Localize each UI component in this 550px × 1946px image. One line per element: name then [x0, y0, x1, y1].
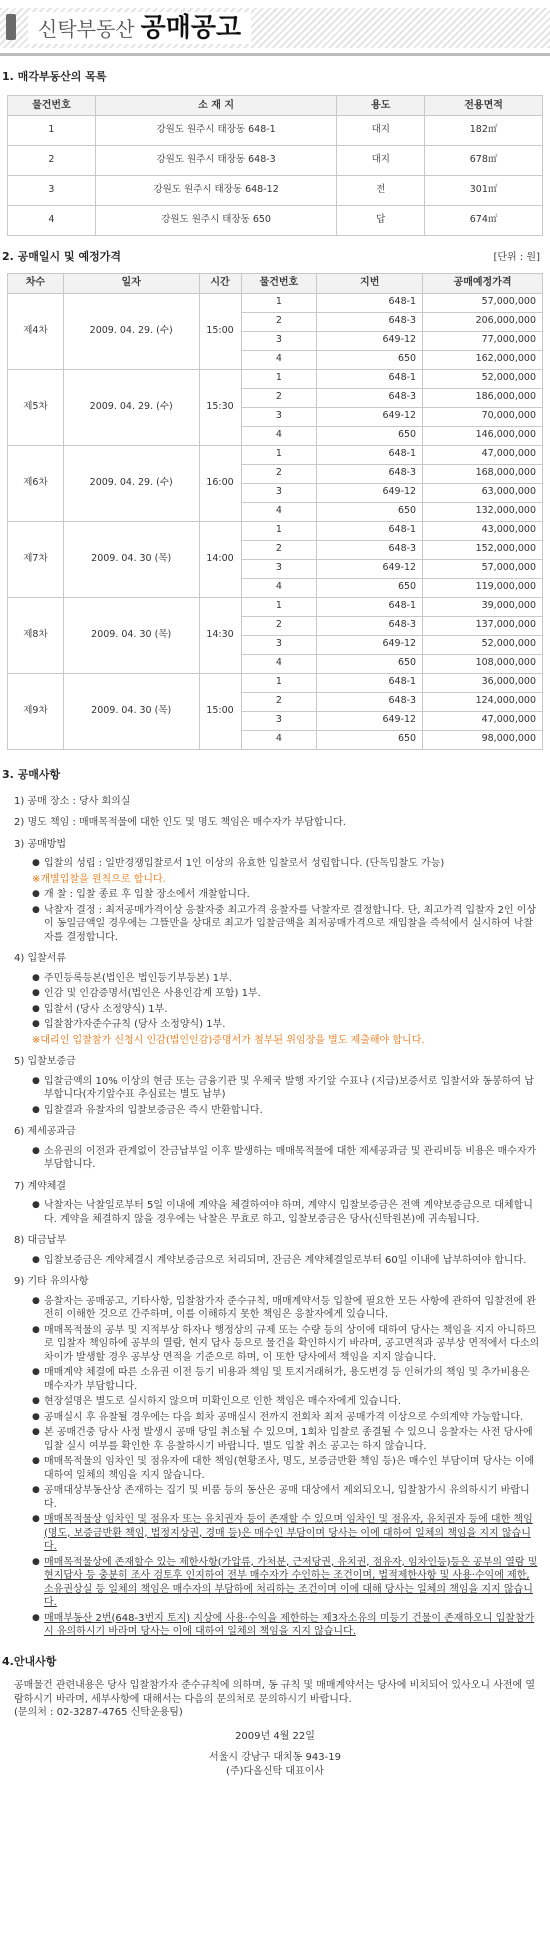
- guide-text: 공매물건 관련내용은 당사 입찰참가자 준수규칙에 의하며, 동 규칙 및 매매계약서는 당사에 비치되어 있사오니 사전에 열람하시기 바라며, 세부사항에 대해서는 다음의 문의처로 문의하시기 바랍니다.: [14, 1680, 536, 1705]
- lot-number-cell: 648-3: [317, 540, 423, 559]
- table-cell: 301㎡: [425, 175, 543, 205]
- page-title: 공매공고: [140, 13, 242, 43]
- price-cell: 77,000,000: [423, 331, 543, 350]
- venue-line: 1) 공매 장소 : 당사 회의실: [14, 795, 131, 807]
- lot-number-cell: 650: [317, 426, 423, 445]
- price-cell: 43,000,000: [423, 521, 543, 540]
- documents-item: ● 입찰참가자준수규칙 (당사 소정양식) 1부.: [32, 1019, 226, 1031]
- date-cell: 2009. 04. 30 (목): [63, 521, 199, 597]
- note-item: ● 매매계약 체결에 따른 소유권 이전 등기 비용과 책임 및 토지거래허가, 용도변경 등 인허가의 책임 및 추가비용은 매수자가 부담합니다.: [32, 1367, 530, 1392]
- lot-number-cell: 648-3: [317, 692, 423, 711]
- lot-number-cell: 648-1: [317, 445, 423, 464]
- lot-number-cell: 648-3: [317, 388, 423, 407]
- price-cell: 124,000,000: [423, 692, 543, 711]
- table-cell: 대지: [337, 115, 425, 145]
- lot-number-cell: 648-3: [317, 616, 423, 635]
- column-header: 지번: [317, 273, 423, 293]
- table-row: [8, 115, 543, 145]
- table-cell: 3: [8, 175, 96, 205]
- price-cell: 152,000,000: [423, 540, 543, 559]
- section-4-title: 4.안내사항: [2, 1654, 57, 1668]
- table-cell: 강원도 원주시 태장동 648-1: [95, 115, 337, 145]
- price-cell: 63,000,000: [423, 483, 543, 502]
- table-row: [8, 445, 543, 464]
- documents-note: ※대리인 입찰참가 신청시 인감(법인인감)증명서가 첨부된 위임장을 별도 제출해야 합니다.: [32, 1034, 425, 1046]
- table-cell: 4: [8, 205, 96, 235]
- notes-heading: 9) 기타 유의사항: [14, 1276, 89, 1288]
- round-cell: 제6차: [8, 445, 64, 521]
- price-cell: 206,000,000: [423, 312, 543, 331]
- lot-number-cell: 648-1: [317, 293, 423, 312]
- price-cell: 119,000,000: [423, 578, 543, 597]
- unit-label: [단위 : 원]: [493, 251, 540, 263]
- payment-heading: 8) 대금납부: [14, 1235, 67, 1247]
- method-item: ● 개 찰 : 입찰 종료 후 입찰 장소에서 개찰합니다.: [32, 889, 250, 901]
- note-item: ● 본 공매건중 당사 사정 발생시 공매 당일 취소될 수 있으며, 1회차 입찰로 종결될 수 있으니 응찰자는 사전 당사에 입찰 실시 여부를 확인한 후 응찰하시기 바랍니다. 별도 입찰 취소 공고는 하지 않습니다.: [32, 1427, 533, 1452]
- date-cell: 2009. 04. 30 (목): [63, 673, 199, 749]
- note-item: ● 공매실시 후 유찰될 경우에는 다음 회차 공매실시 전까지 전회차 최저 공매가격 이상으로 수의계약 가능합니다.: [32, 1411, 524, 1423]
- note-item: ● 현장설명은 별도로 실시하지 않으며 미확인으로 인한 책임은 매수자에게 있습니다.: [32, 1396, 402, 1408]
- price-cell: 52,000,000: [423, 369, 543, 388]
- eviction-line: 2) 명도 책임 : 매매목적물에 대한 인도 및 명도 책임은 매수자가 부담합니다.: [14, 817, 346, 829]
- column-header: 공매예정가격: [423, 273, 543, 293]
- section-3-body: [0, 795, 550, 1639]
- item-number-cell: 2: [241, 312, 317, 331]
- price-cell: 108,000,000: [423, 654, 543, 673]
- price-cell: 52,000,000: [423, 635, 543, 654]
- table-cell: 674㎡: [425, 205, 543, 235]
- time-cell: 15:30: [199, 369, 241, 445]
- documents-heading: 4) 입찰서류: [14, 953, 67, 965]
- item-number-cell: 4: [241, 654, 317, 673]
- column-header: 용도: [337, 95, 425, 115]
- section-3-title: 3. 공매사항: [2, 767, 61, 781]
- date-cell: 2009. 04. 29. (수): [63, 293, 199, 369]
- note-item: ● 응찰자는 공매공고, 기타사항, 입찰참가자 준수규칙, 매매계약서등 입찰에 필요한 모든 사항에 관하여 입찰전에 완전히 이해한 것으로 간주하며, 이를 이해하지 못한 책임은 응찰자에게 있습니다.: [32, 1295, 537, 1321]
- header-banner: [0, 0, 550, 56]
- taxes-heading: 6) 제세공과금: [14, 1126, 76, 1138]
- column-header: 일자: [63, 273, 199, 293]
- company-address: 서울시 강남구 대치동 943-19: [209, 1752, 341, 1764]
- note-item: ● 매매부동산 2번(648-3번지 토지) 지상에 사용·수익을 제한하는 제3자소유의 미등기 건물이 존재하오니 입찰참가시 유의하시기 바라며 당사는 이에 대하여 일체의 책임을 지지 않습니다.: [32, 1612, 535, 1638]
- time-cell: 15:00: [199, 673, 241, 749]
- column-header: 차수: [8, 273, 64, 293]
- method-heading: 3) 공매방법: [14, 838, 67, 850]
- item-number-cell: 1: [241, 293, 317, 312]
- lot-number-cell: 648-1: [317, 369, 423, 388]
- note-item: ● 매매목적물의 공부 및 지적부상 하자나 행정상의 규제 또는 수량 등의 상이에 대하여 당사는 책임을 지지 아니하므로 입찰자 책임하에 공부의 열람, 현지 답사 등으로 물건을 확인하시기 바라며, 공고면적과 공부상 면적에서 다소의 차이가 발생할 경우 공부상 면적을 기준으로 하며, 이 또한 당사에서 책임을 지지 않습니다.: [32, 1324, 540, 1363]
- table-cell: 182㎡: [425, 115, 543, 145]
- price-cell: 162,000,000: [423, 350, 543, 369]
- note-item: ● 매매목적물의 임차인 및 점유자에 대한 책임(현황조사, 명도, 보증금반환 책임 등)은 매수인 부담이며 당사는 이에 대하여 일체의 책임을 지지 않습니다.: [32, 1456, 535, 1481]
- date-cell: 2009. 04. 30 (목): [63, 597, 199, 673]
- item-number-cell: 1: [241, 521, 317, 540]
- documents-item: ● 주민등록등본(법인은 법인등기부등본) 1부.: [32, 972, 232, 984]
- table-cell: 678㎡: [425, 145, 543, 175]
- contract-item: ● 낙찰자는 낙찰일로부터 5일 이내에 계약을 체결하여야 하며, 계약시 입찰보증금은 전액 계약보증금으로 대체합니다. 계약을 체결하지 않을 경우에는 낙찰은 무효로 하고, 입찰보증금은 당사(신탁원본)에 귀속됩니다.: [32, 1200, 533, 1225]
- deposit-item: ● 입찰결과 유찰자의 입찰보증금은 즉시 반환합니다.: [32, 1104, 263, 1116]
- table-row: [8, 521, 543, 540]
- price-cell: 70,000,000: [423, 407, 543, 426]
- item-number-cell: 4: [241, 578, 317, 597]
- column-header: 물건번호: [8, 95, 96, 115]
- table-cell: 답: [337, 205, 425, 235]
- round-cell: 제9차: [8, 673, 64, 749]
- price-cell: 137,000,000: [423, 616, 543, 635]
- table-row: [8, 673, 543, 692]
- notes-list: [14, 1295, 542, 1639]
- price-cell: 39,000,000: [423, 597, 543, 616]
- time-cell: 14:00: [199, 521, 241, 597]
- lot-number-cell: 650: [317, 578, 423, 597]
- table-row: [8, 369, 543, 388]
- lot-number-cell: 648-1: [317, 521, 423, 540]
- item-number-cell: 1: [241, 597, 317, 616]
- column-header: 전용면적: [425, 95, 543, 115]
- item-number-cell: 3: [241, 559, 317, 578]
- table-row: [8, 597, 543, 616]
- item-number-cell: 1: [241, 445, 317, 464]
- table-cell: 전: [337, 175, 425, 205]
- price-cell: 186,000,000: [423, 388, 543, 407]
- item-number-cell: 2: [241, 692, 317, 711]
- lot-number-cell: 649-12: [317, 635, 423, 654]
- table-row: [8, 293, 543, 312]
- documents-item: ● 입찰서 (당사 소정양식) 1부.: [32, 1003, 168, 1015]
- item-number-cell: 3: [241, 407, 317, 426]
- item-number-cell: 3: [241, 711, 317, 730]
- item-number-cell: 3: [241, 483, 317, 502]
- lot-number-cell: 648-1: [317, 597, 423, 616]
- lot-number-cell: 649-12: [317, 559, 423, 578]
- method-item: ● 낙찰자 결정 : 최저공매가격이상 응찰자중 최고가격 응찰자를 낙찰자로 결정합니다. 단, 최고가격 입찰자 2인 이상이 동일금액일 경우에는 그뜰만을 상대로 최고가 입찰금액을 최저공매가격으로 재입찰을 즉석에서 실시하여 낙찰자를 결정합니다.: [32, 904, 537, 943]
- lot-number-cell: 649-12: [317, 331, 423, 350]
- price-cell: 132,000,000: [423, 502, 543, 521]
- item-number-cell: 2: [241, 388, 317, 407]
- lot-number-cell: 648-1: [317, 673, 423, 692]
- documents-item: ● 인감 및 인감증명서(법인은 사용인감계 포함) 1부.: [32, 988, 261, 1000]
- price-cell: 146,000,000: [423, 426, 543, 445]
- deposit-item: ● 입찰금액의 10% 이상의 현금 또는 금융기관 및 우체국 발행 자기앞 수표나 (지급)보증서로 입찰서와 동봉하여 납부합니다(자기앞수표 추심료는 별도 납부): [32, 1075, 534, 1101]
- header-marker: [6, 14, 16, 40]
- lot-number-cell: 648-3: [317, 464, 423, 483]
- deposit-heading: 5) 입찰보증금: [14, 1056, 76, 1068]
- price-cell: 98,000,000: [423, 730, 543, 749]
- round-cell: 제7차: [8, 521, 64, 597]
- date-cell: 2009. 04. 29. (수): [63, 369, 199, 445]
- item-number-cell: 2: [241, 464, 317, 483]
- table-row: [8, 145, 543, 175]
- company-name: (주)다올신탁 대표이사: [226, 1765, 324, 1777]
- time-cell: 15:00: [199, 293, 241, 369]
- property-table: [7, 95, 543, 236]
- note-item: ● 공매대상부동산상 존재하는 집기 및 비품 등의 동산은 공매 대상에서 제외되오니, 입찰참가시 유의하시기 바랍니다.: [32, 1485, 530, 1510]
- table-cell: 강원도 원주시 태장동 650: [95, 205, 337, 235]
- round-cell: 제4차: [8, 293, 64, 369]
- section-2-title: 2. 공매일시 및 예정가격: [2, 249, 121, 263]
- contract-heading: 7) 계약체결: [14, 1180, 67, 1192]
- lot-number-cell: 649-12: [317, 483, 423, 502]
- lot-number-cell: 649-12: [317, 711, 423, 730]
- round-cell: 제5차: [8, 369, 64, 445]
- auction-schedule-table: [7, 273, 543, 750]
- lot-number-cell: 648-3: [317, 312, 423, 331]
- time-cell: 14:30: [199, 597, 241, 673]
- round-cell: 제8차: [8, 597, 64, 673]
- item-number-cell: 4: [241, 730, 317, 749]
- column-header: 소 재 지: [95, 95, 337, 115]
- note-item: ● 매매목적물상 임차인 및 점유자 또는 유치권자 등이 존재할 수 있으며 임차인 및 점유자, 유치권자 등에 대한 책임(명도, 보증금반환 책임, 법정지상권, 경매 등)은 매수인 부담이며 당사는 이에 대하여 일체의 책임을 지지 않습니다.: [32, 1514, 533, 1553]
- notice-date: 2009년 4월 22일: [235, 1730, 315, 1742]
- table-row: [8, 205, 543, 235]
- lot-number-cell: 650: [317, 654, 423, 673]
- price-cell: 168,000,000: [423, 464, 543, 483]
- section-1-title: 1. 매각부동산의 목록: [2, 70, 107, 83]
- price-cell: 57,000,000: [423, 293, 543, 312]
- table-row: [8, 175, 543, 205]
- contact-line: (문의처 : 02-3287-4765 신탁운용팀): [14, 1707, 183, 1719]
- method-note: ※개별입찰을 원칙으로 합니다.: [32, 873, 166, 885]
- method-item: ● 입찰의 성립 : 일반경쟁입찰로서 1인 이상의 유효한 입찰로서 성립합니다. (단독입찰도 가능): [32, 858, 445, 870]
- note-item: ● 매매목적물상에 존재할수 있는 제한사항(가압류, 가처분, 근저당권, 유치권, 점유자, 임차인등)등은 공부의 열람 및 현지답사 등 충분히 조사 검토후 인지하여 전부 매수자가 수인하는 조건이며, 법적제한사항 및 사용·수익에 제한, 소유권상실 등 일체의 책임은 매수자의 부담하에 처리하는 조건이며 이에 대해 당사는 일체의 책임을 지지 않습니다.: [32, 1556, 538, 1609]
- item-number-cell: 2: [241, 540, 317, 559]
- item-number-cell: 1: [241, 673, 317, 692]
- time-cell: 16:00: [199, 445, 241, 521]
- item-number-cell: 4: [241, 350, 317, 369]
- taxes-item: ● 소유권의 이전과 관계없이 잔금납부일 이후 발생하는 매매목적물에 대한 제세공과금 및 관리비등 비용은 매수자가 부담합니다.: [32, 1145, 537, 1171]
- column-header: 시간: [199, 273, 241, 293]
- header-title: [28, 12, 251, 44]
- item-number-cell: 1: [241, 369, 317, 388]
- item-number-cell: 3: [241, 635, 317, 654]
- section-4-body: [0, 1679, 550, 1720]
- table-cell: 1: [8, 115, 96, 145]
- lot-number-cell: 650: [317, 730, 423, 749]
- column-header: 물건번호: [241, 273, 317, 293]
- price-cell: 36,000,000: [423, 673, 543, 692]
- date-cell: 2009. 04. 29. (수): [63, 445, 199, 521]
- price-cell: 47,000,000: [423, 711, 543, 730]
- item-number-cell: 4: [241, 502, 317, 521]
- price-cell: 57,000,000: [423, 559, 543, 578]
- table-cell: 2: [8, 145, 96, 175]
- table-cell: 강원도 원주시 태장동 648-12: [95, 175, 337, 205]
- table-cell: 대지: [337, 145, 425, 175]
- table-cell: 강원도 원주시 태장동 648-3: [95, 145, 337, 175]
- item-number-cell: 3: [241, 331, 317, 350]
- price-cell: 47,000,000: [423, 445, 543, 464]
- brand-text: 신탁부동산: [38, 17, 135, 41]
- lot-number-cell: 649-12: [317, 407, 423, 426]
- item-number-cell: 4: [241, 426, 317, 445]
- lot-number-cell: 650: [317, 502, 423, 521]
- lot-number-cell: 650: [317, 350, 423, 369]
- item-number-cell: 2: [241, 616, 317, 635]
- payment-item: ● 입찰보증금은 계약체결시 계약보증금으로 처리되며, 잔금은 계약체결일로부터 60일 이내에 납부하여야 합니다.: [32, 1254, 527, 1266]
- footer: [0, 1730, 550, 1779]
